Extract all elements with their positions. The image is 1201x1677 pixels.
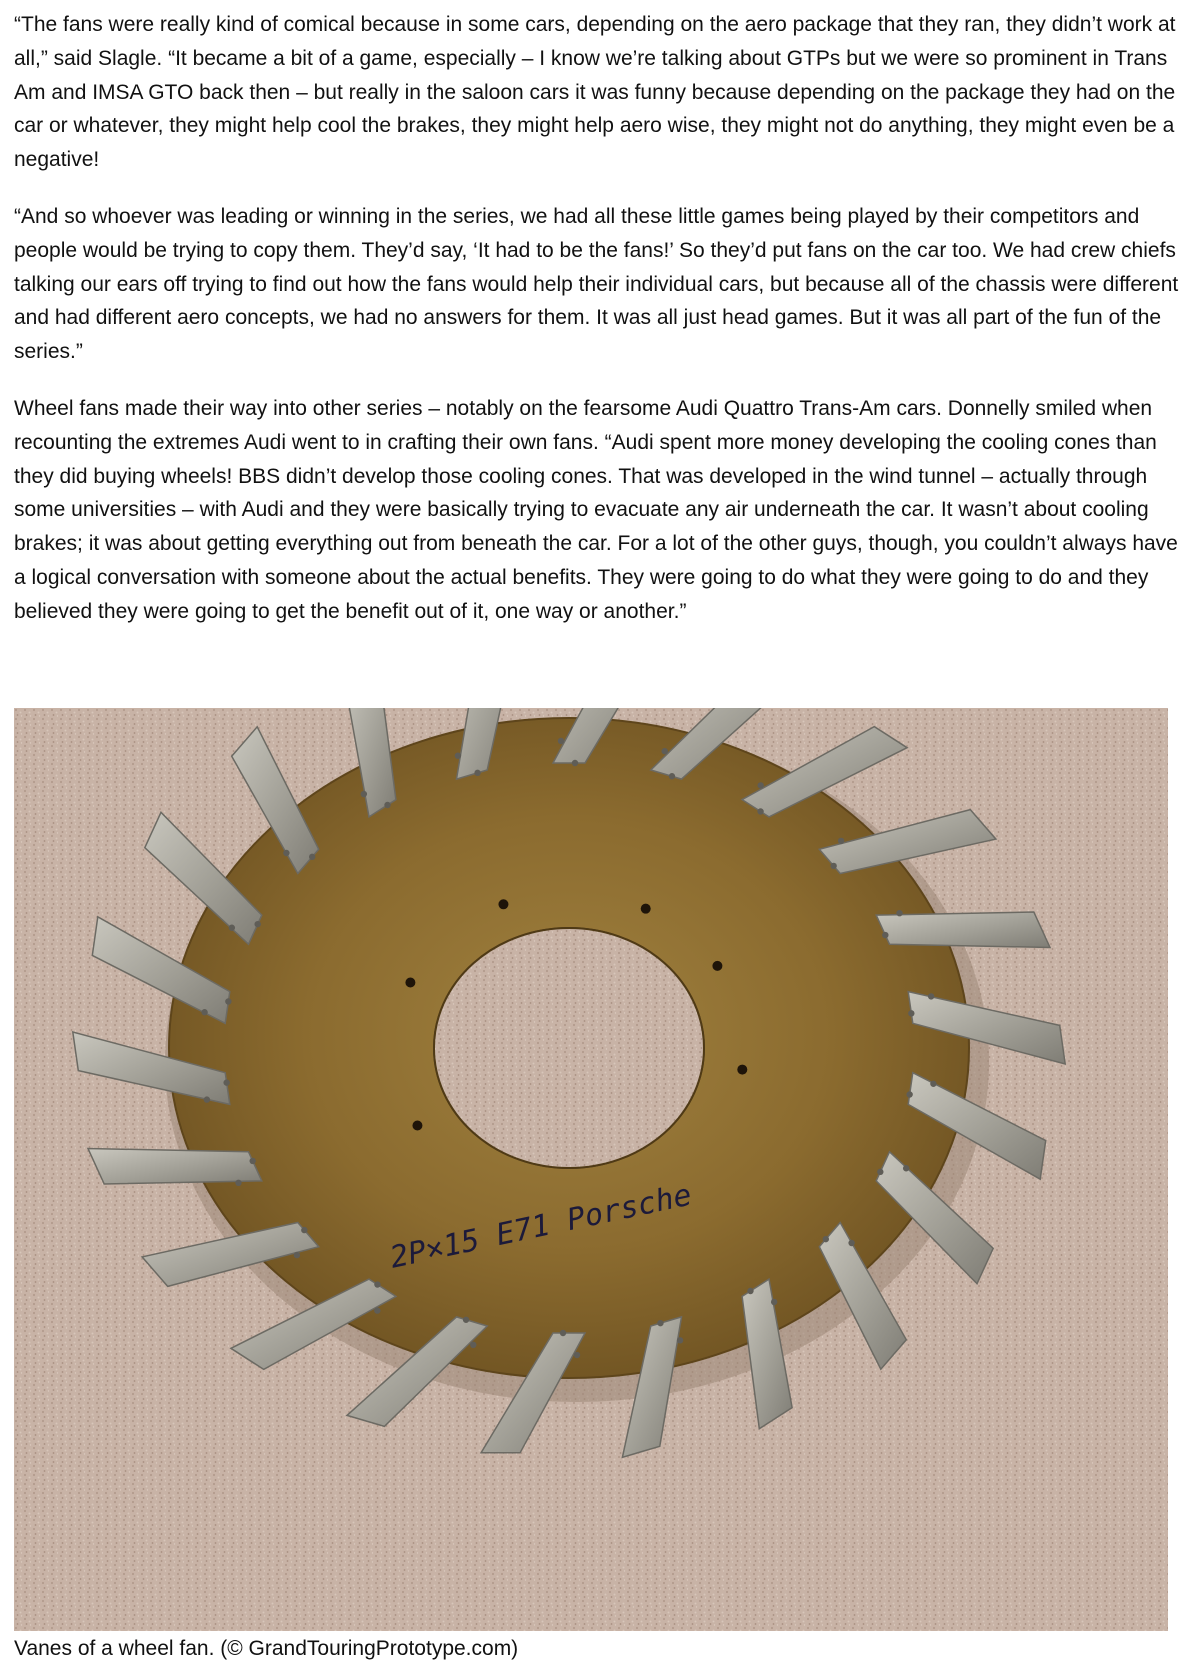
vane-rivet (229, 925, 235, 931)
vane-rivet (906, 1091, 912, 1097)
vane-rivet (823, 1236, 829, 1242)
bolt-hole (498, 899, 508, 909)
vane-rivet (254, 921, 260, 927)
vane-rivet (928, 993, 934, 999)
article-paragraph: “And so whoever was leading or winning in the series, we had all these little games being played by their competitors and people would be trying to copy them. They’d say, ‘It had to be the fans!’ So they’d put fans on the car too. We had crew chiefs talking our ears off trying to find out how the fans would help their individual cars, but because all of the chassis were different and had different aero concepts, we had no answers for them. It was all just head games. But it was all part of the fun of the series.” (14, 204, 1179, 364)
bolt-hole (405, 977, 415, 987)
bolt-hole (412, 1121, 422, 1131)
vane-rivet (201, 1009, 207, 1015)
vane-rivet (223, 1079, 229, 1085)
vane-rivet (657, 1320, 663, 1326)
vane-rivet (662, 748, 668, 754)
wheel-fan-photo (14, 708, 1168, 1631)
vane-rivet (309, 854, 315, 860)
bolt-hole (712, 961, 722, 971)
vane-rivet (896, 910, 902, 916)
vane-rivet (470, 1342, 476, 1348)
vane-rivet (474, 770, 480, 776)
vane-rivet (908, 1010, 914, 1016)
vane-rivet (930, 1081, 936, 1087)
fan-vane (876, 912, 1050, 948)
vane-rivet (463, 1317, 469, 1323)
article-paragraph: Wheel fans made their way into other series – notably on the fearsome Audi Quattro Trans-Am cars. Donnelly smiled when recounting the extremes Audi went to in crafting their own fans. “Audi spent more money developing the cooling cones than they did buying wheels! BBS didn’t develop those cooling cones. That was developed in the wind tunnel – actually through some universities – with Audi and they were basically trying to evacuate any air underneath the car. It wasn’t about cooling brakes; it was about getting everything out from beneath the car. For a lot of the other guys, though, you couldn’t always have a logical conversation with someone about the actual benefits. They were going to do what they were going to do and they believed they were going to get the benefit out of it, one way or another.” (14, 396, 1178, 623)
vane-rivet (374, 1281, 380, 1287)
vane-rivet (384, 802, 390, 808)
vane-rivet (677, 1337, 683, 1343)
wheel-fan-figure (14, 708, 1168, 1631)
vane-rivet (757, 782, 763, 788)
disc-handwriting: 2P×15 E71 Porsche (387, 1177, 695, 1276)
vane-rivet (294, 1252, 300, 1258)
vane-rivet (771, 1299, 777, 1305)
vane-rivet (877, 1169, 883, 1175)
vane-rivet (283, 850, 289, 856)
fan-vane (88, 1149, 262, 1185)
vane-rivet (249, 1158, 255, 1164)
vane-rivet (574, 1352, 580, 1358)
vane-rivet (747, 1288, 753, 1294)
article-body (14, 8, 1189, 652)
vane-rivet (903, 1165, 909, 1171)
bolt-hole (641, 904, 651, 914)
vane-rivet (225, 998, 231, 1004)
vane-rivet (374, 1307, 380, 1313)
vane-rivet (204, 1096, 210, 1102)
vane-rivet (838, 838, 844, 844)
figure-caption: Vanes of a wheel fan. (© GrandTouringPrototype.com) (14, 1637, 519, 1660)
vane-rivet (361, 791, 367, 797)
center-hole (434, 928, 704, 1168)
vane-rivet (669, 773, 675, 779)
article-paragraph: “The fans were really kind of comical because in some cars, depending on the aero package that they ran, they didn’t work at all,” said Slagle. “It became a bit of a game, especially – I know we’re talking about GTPs but we were so prominent in Trans Am and IMSA GTO back then – but really in the saloon cars it was funny because depending on the package they had on the car or whatever, they might help cool the brakes, they might help aero wise, they might not do anything, they might even be a negative! (14, 13, 1176, 172)
vane-rivet (301, 1227, 307, 1233)
vane-rivet (560, 1330, 566, 1336)
vane-rivet (830, 863, 836, 869)
vane-rivet (558, 738, 564, 744)
vane-rivet (572, 760, 578, 766)
vane-rivet (882, 932, 888, 938)
vane-rivet (848, 1240, 854, 1246)
vane-rivet (455, 752, 461, 758)
vane-rivet (235, 1180, 241, 1186)
vane-rivet (757, 808, 763, 814)
bolt-hole (737, 1065, 747, 1075)
